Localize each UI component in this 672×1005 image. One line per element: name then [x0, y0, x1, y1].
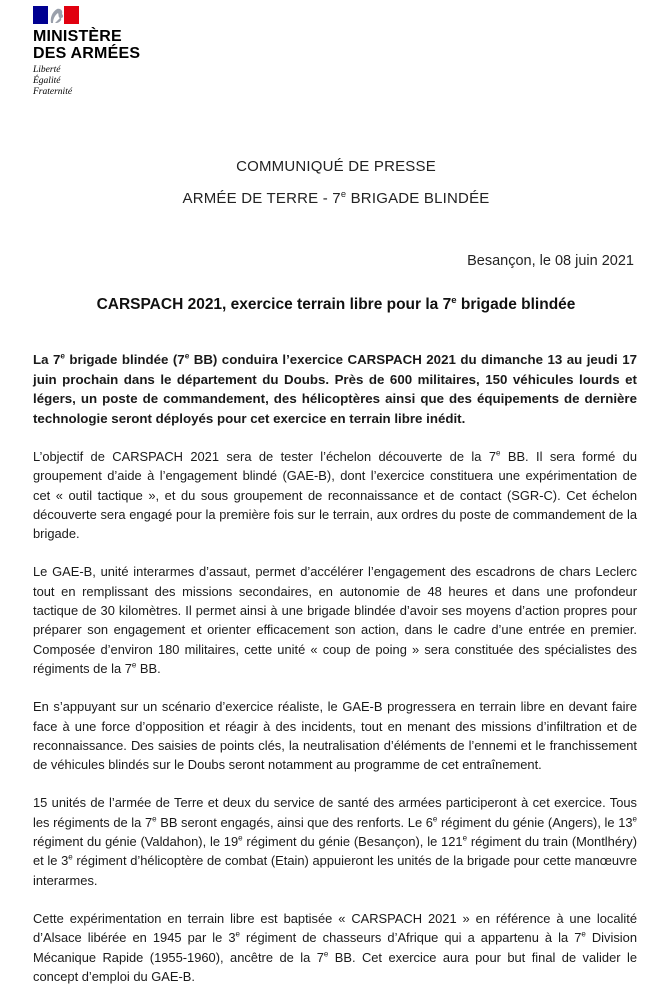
republic-motto — [33, 65, 153, 98]
paragraph-objective: L’objectif de CARSPACH 2021 sera de tester l’échelon découverte de la 7e BB. Il sera formé du groupement d’aide à l’engagement blindé (GAE-B), dont l’exercice constituera une expérimentation de cet « outil tactique », et du sous groupement de reconnaissance et de contact (SGR-C). Cet échelon découverte sera engagé pour la première fois sur le terrain, aux ordres du poste de commandement de la brigade. — [33, 448, 637, 542]
ministry-logo — [33, 6, 153, 98]
ministry-line-1: MINISTÈRE — [33, 28, 122, 45]
paragraph-units: 15 unités de l’armée de Terre et deux du service de santé des armées participeront à cet exercice. Tous les régiments de la 7e BB seront engagés, ainsi que des renforts. Le 6e régiment du génie (Angers), le 13e régiment du génie (Valdahon), le 19e régiment du génie (Besançon), le 121e régiment du train (Montlhéry) et le 3e régiment d’hélicoptère de combat (Etain) appuieront les unités de la brigade pour cette manœuvre interarmes. — [33, 795, 638, 888]
motto-liberte: Liberté — [33, 65, 61, 75]
press-release-heading: COMMUNIQUÉ DE PRESSE — [236, 158, 436, 175]
brigade-heading: ARMÉE DE TERRE - 7e BRIGADE BLINDÉE — [182, 189, 490, 207]
motto-egalite: Égalité — [33, 76, 61, 86]
ministry-line-2: DES ARMÉES — [33, 45, 141, 62]
paragraph-scenario: En s’appuyant sur un scénario d’exercice réaliste, le GAE-B progressera en terrain libre en devant faire face à une force d’opposition et réagir à des incidents, tout en menant des missions d’infiltration et de reconnaissance. Des saisies de points clés, la neutralisation d’éléments de l’ennemi et le franchissement de véhicules blindés sur le Doubs seront notamment au programme de cet entraînement. — [33, 699, 637, 773]
motto-fraternite: Fraternité — [33, 87, 73, 97]
document-body — [33, 350, 637, 1005]
place-and-date: Besançon, le 08 juin 2021 — [467, 253, 634, 269]
paragraph-name-origin: Cette expérimentation en terrain libre est baptisée « CARSPACH 2021 » en référence à une localité d’Alsace libérée en 1945 par le 3e régiment de chasseurs d’Afrique qui a appartenu à la 7e Division Mécanique Rapide (1955-1960), ancêtre de la 7e BB. Cet exercice aura pour but final de valider le concept d’emploi du GAE-B. — [33, 910, 638, 984]
document-title: CARSPACH 2021, exercice terrain libre pour la 7e brigade blindée — [96, 294, 576, 313]
ministry-name — [33, 28, 153, 62]
paragraph-gae-b: Le GAE-B, unité interarmes d’assaut, permet d’accélérer l’engagement des escadrons de chars Leclerc tout en remplissant des missions secondaires, en autonomie de 48 heures et dans une profondeur tactique de 30 kilomètres. Il permet ainsi à une brigade blindée d’avoir ses moyens d’action propres pour préparer son engagement et orienter efficacement son action, dans le cadre d’une entrée en premier. Composée d’environ 180 militaires, cette unité « coup de poing » sera constituée des spécialistes des régiments de la 7e BB. — [33, 564, 637, 676]
lead-paragraph: La 7e brigade blindée (7e BB) conduira l’exercice CARSPACH 2021 du dimanche 13 au jeudi 17 juin prochain dans le département du Doubs. Près de 600 militaires, 150 véhicules lourds et légers, un poste de commandement, des hélicoptères ainsi que des équipements de dernière technologie seront déployés pour cet exercice en terrain libre inédit. — [33, 351, 637, 426]
marianne-flag-icon — [33, 6, 79, 24]
